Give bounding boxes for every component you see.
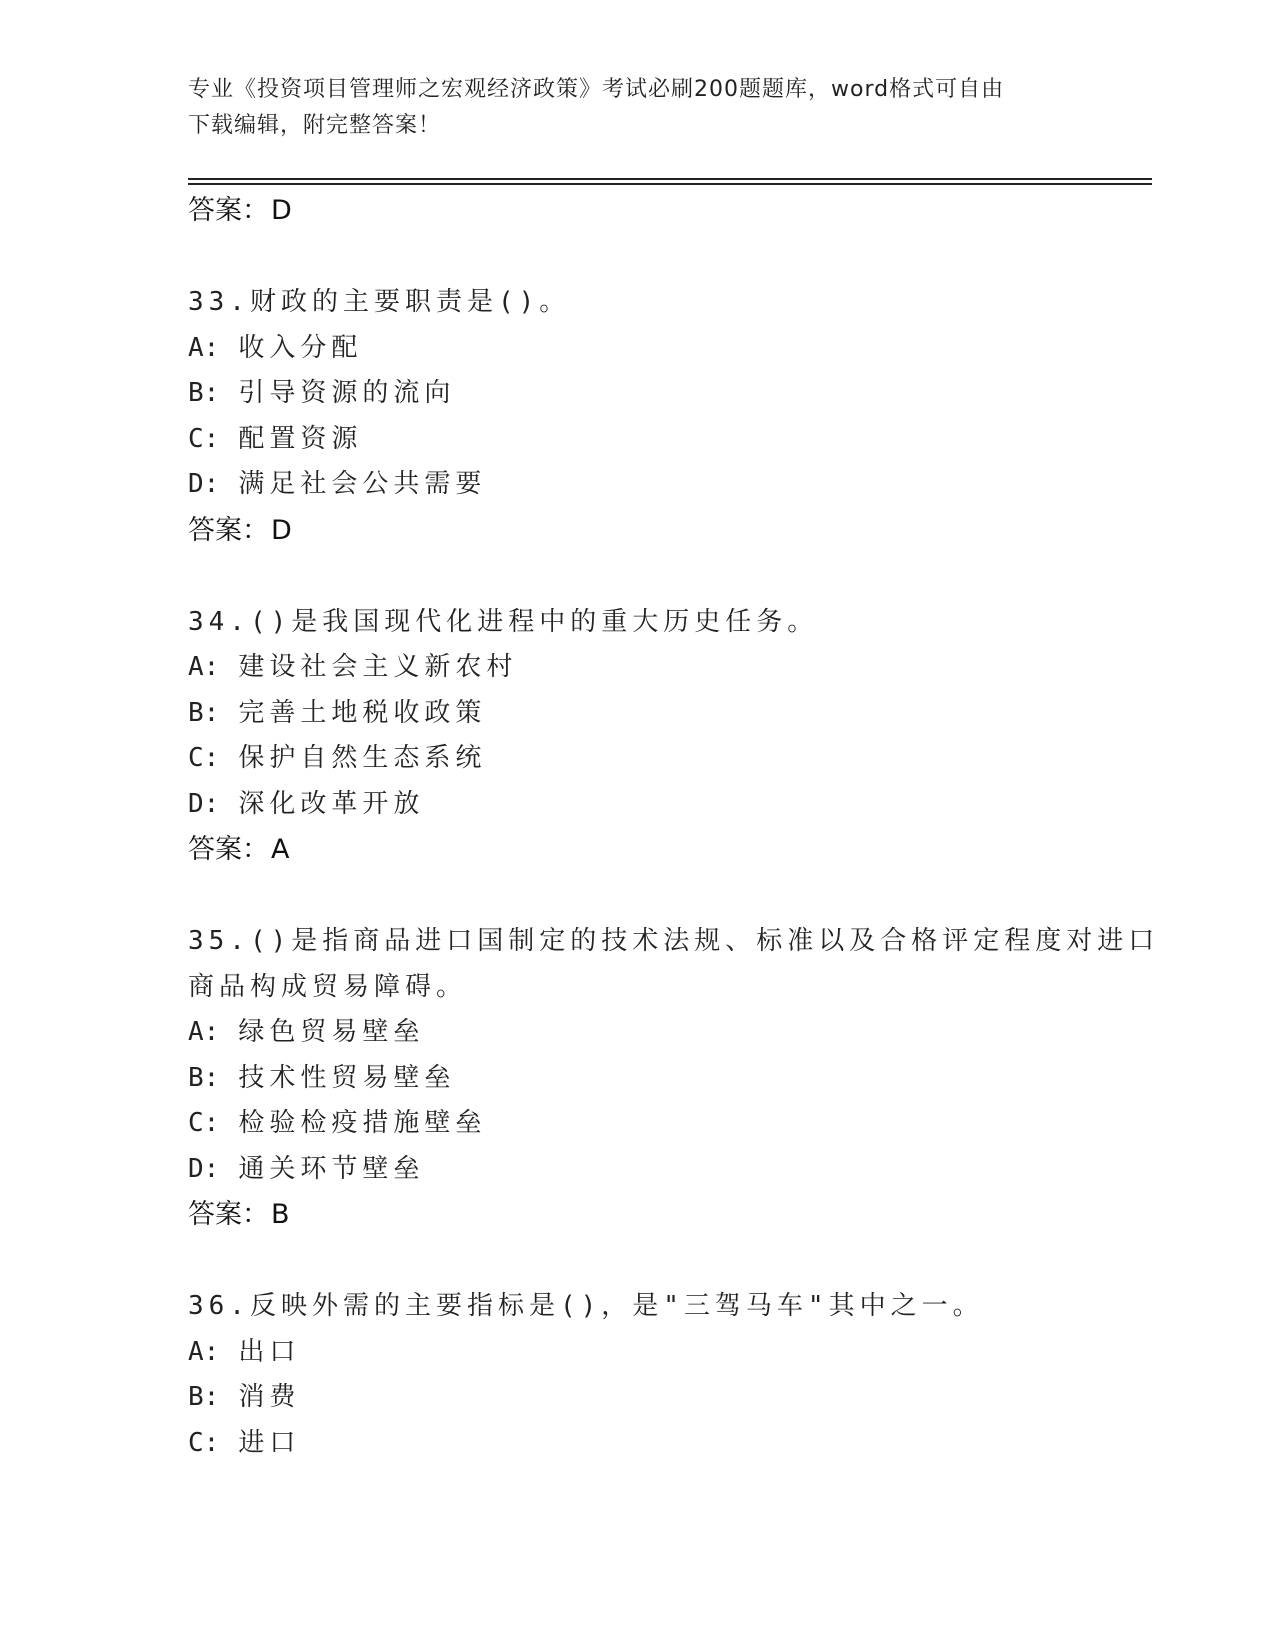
option-a: A: 建设社会主义新农村 <box>188 652 518 682</box>
option-c: C: 检验检疫措施壁垒 <box>188 1108 487 1138</box>
answer-line <box>188 508 1108 553</box>
option-c: C: 进口 <box>188 1427 301 1458</box>
option-a: A: 出口 <box>188 1336 301 1367</box>
option-b: B: 完善土地税收政策 <box>188 697 487 728</box>
question-block <box>188 280 1108 553</box>
question-text-line-1: 35.()是指商品进口国制定的技术法规、标准以及合格评定程度对进口 <box>188 926 1160 956</box>
option-c: C: 配置资源 <box>188 423 363 454</box>
option-d: D: 通关环节壁垒 <box>188 1153 425 1184</box>
option-b: B: 技术性贸易壁垒 <box>188 1062 456 1093</box>
header-line-2: 下载编辑，附完整答案！ <box>188 113 442 138</box>
answer-value: A <box>271 834 290 865</box>
answer-label: 答案： <box>188 195 269 226</box>
question-list <box>188 188 1160 1466</box>
option-b: B: 消费 <box>188 1382 301 1412</box>
option-a: A: 绿色贸易壁垒 <box>188 1017 425 1047</box>
header-rule-bottom <box>188 183 1152 185</box>
answer-label: 答案： <box>188 1199 269 1230</box>
question-text: 34.()是我国现代化进程中的重大历史任务。 <box>188 606 819 637</box>
option-c: C: 保护自然生态系统 <box>188 743 487 773</box>
header-line-1: 专业《投资项目管理师之宏观经济政策》考试必刷200题题库，word格式可自由 <box>188 77 1005 102</box>
answer-label: 答案： <box>188 514 269 546</box>
answer-value: D <box>271 514 292 546</box>
header-rule-top <box>188 178 1152 180</box>
answer-label: 答案： <box>188 834 269 865</box>
option-b: B: 引导资源的流向 <box>188 378 456 408</box>
answer-value: B <box>271 1199 290 1230</box>
option-a: A: 收入分配 <box>188 332 363 363</box>
question-text: 36.反映外需的主要指标是()，是"三驾马车"其中之一。 <box>188 1291 984 1321</box>
document-header <box>188 72 1078 144</box>
question-text: 33.财政的主要职责是()。 <box>188 287 571 317</box>
answer-value: D <box>271 195 292 226</box>
question-text-line-2: 商品构成贸易障碍。 <box>188 971 468 1002</box>
answer-line <box>188 827 1108 872</box>
option-d: D: 深化改革开放 <box>188 788 425 819</box>
answer-line <box>188 188 1108 233</box>
question-block <box>188 1284 1108 1466</box>
answer-line <box>188 1192 1108 1237</box>
option-d: D: 满足社会公共需要 <box>188 469 487 499</box>
question-block <box>188 919 1160 1237</box>
question-block <box>188 600 1108 873</box>
